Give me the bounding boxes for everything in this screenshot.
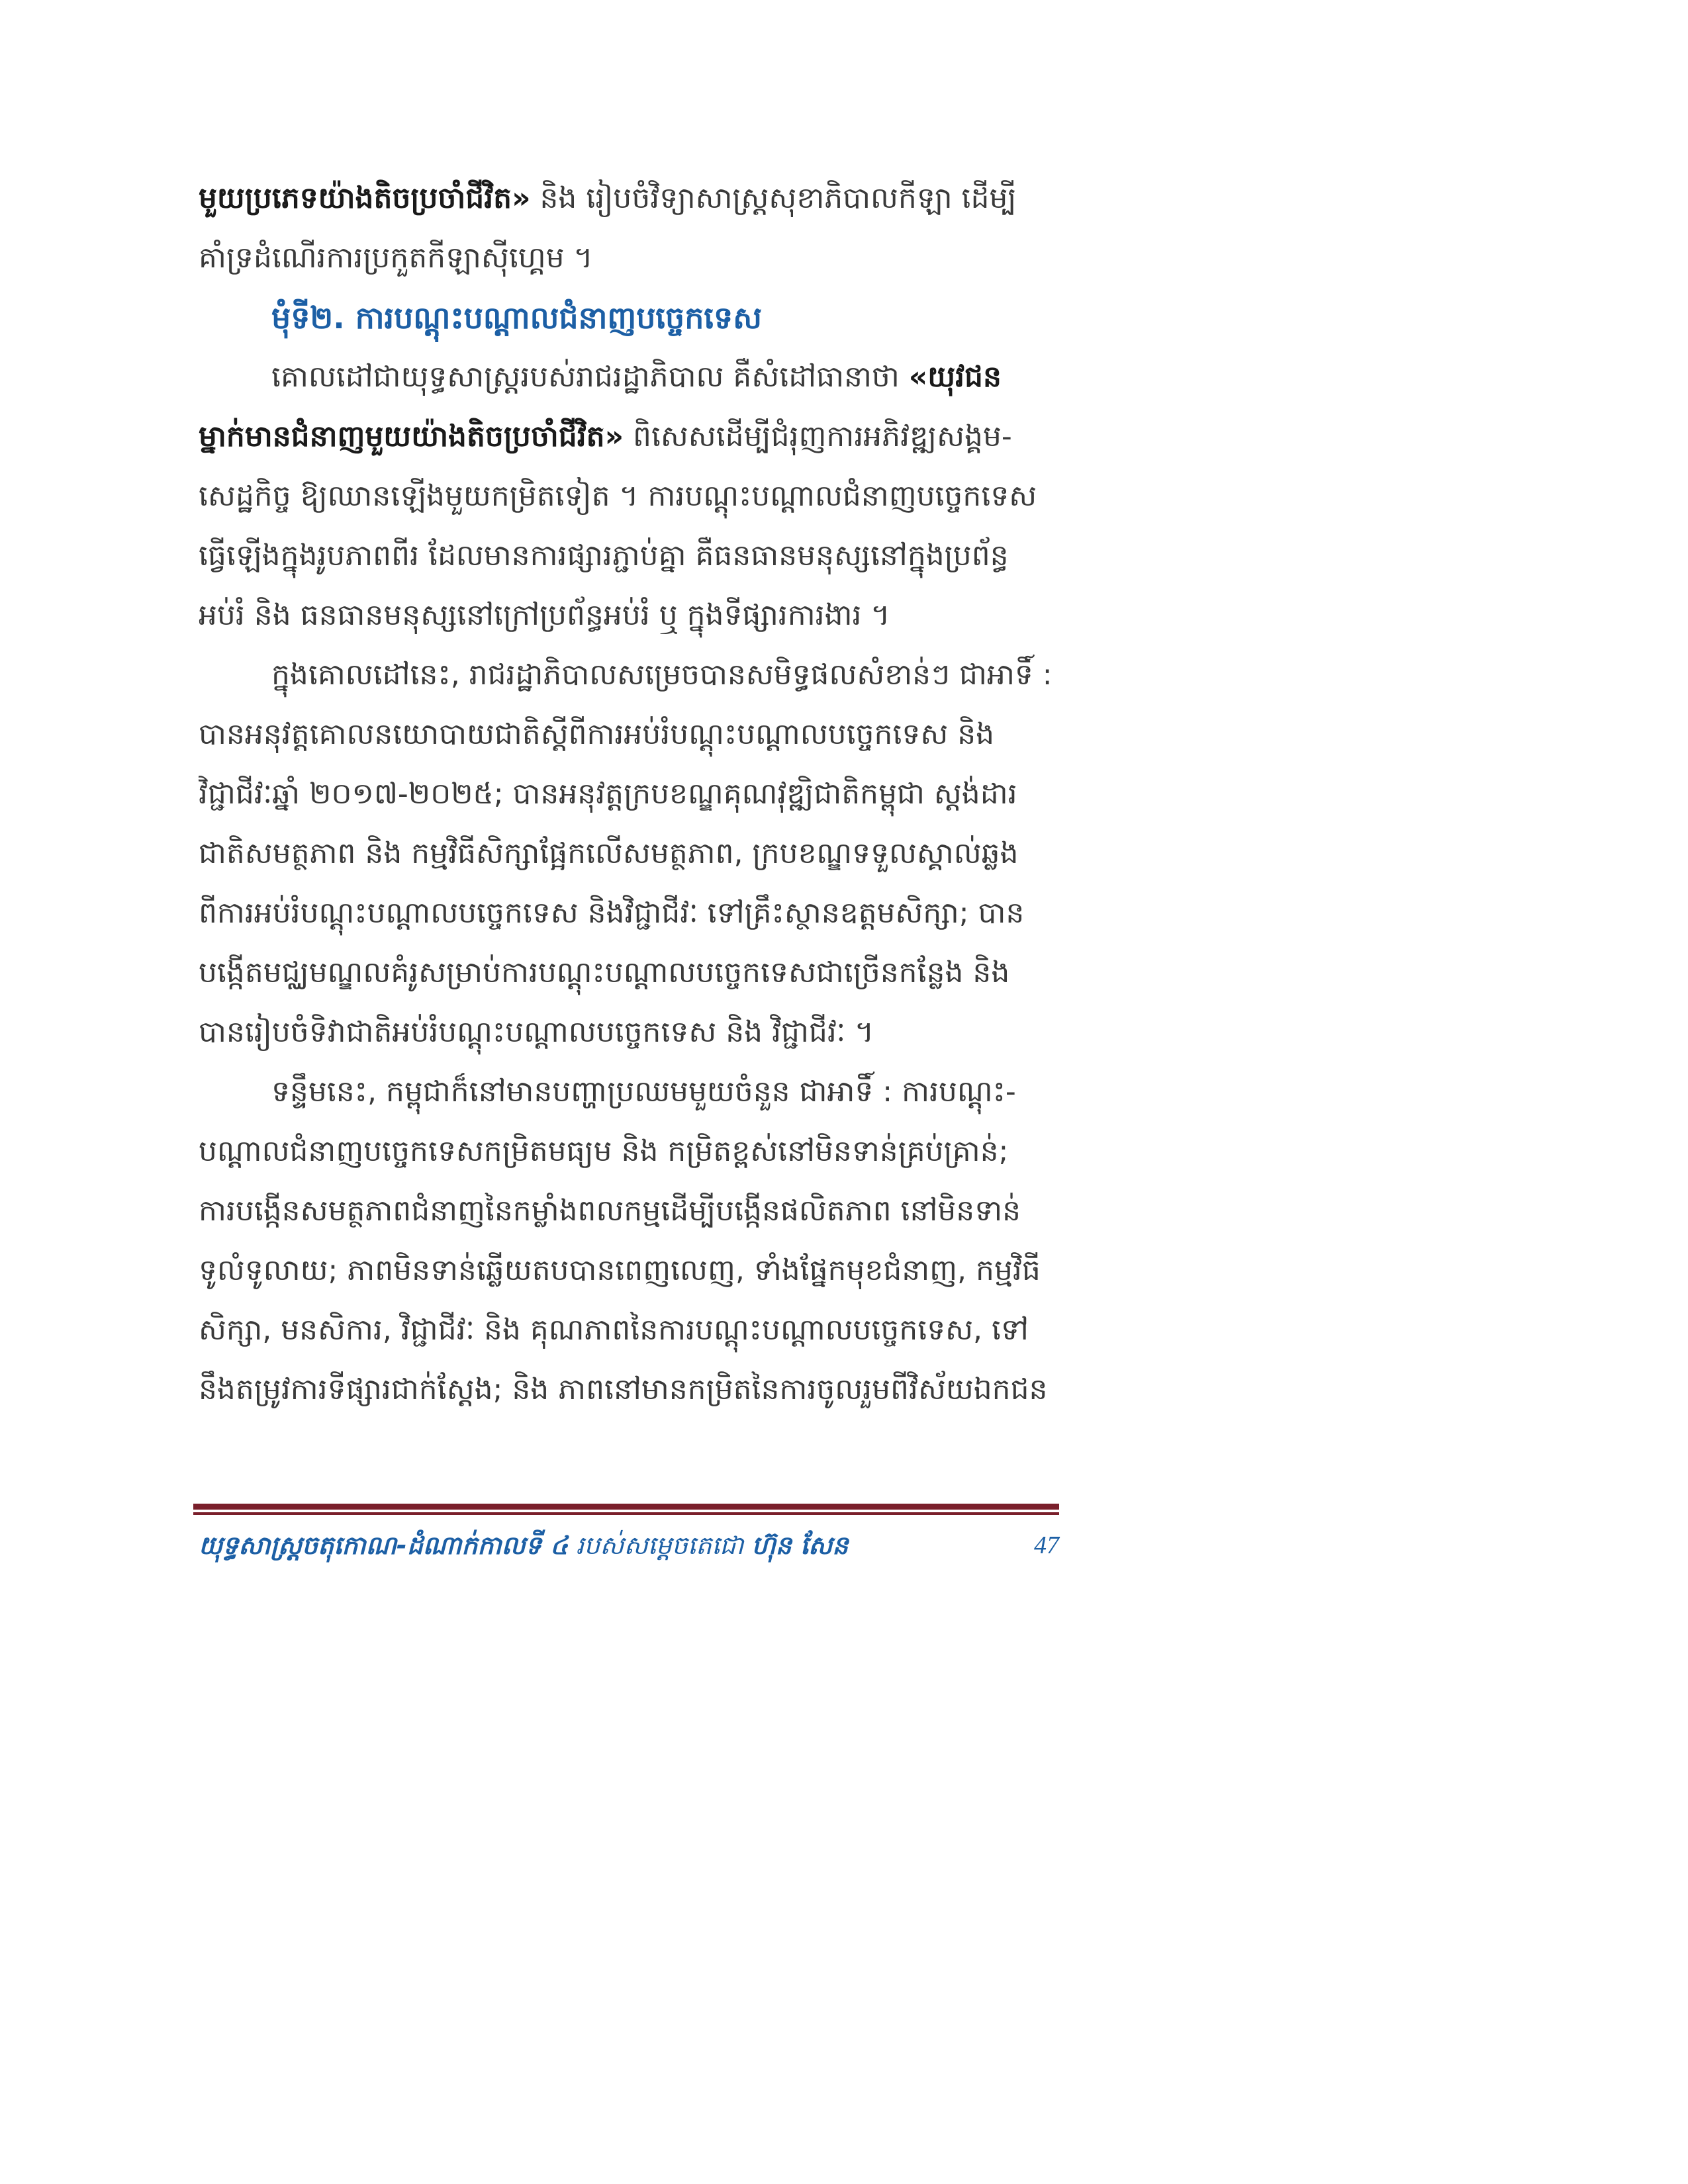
paragraph-3-line-5: ពីការអប់រំបណ្តុះបណ្តាលបច្ចេកទេស និងវិជ្ជាជីវៈ ទៅគ្រឹះស្ថានឧត្តមសិក្សា; បាន	[199, 896, 1025, 930]
paragraph-4-line-6: នឹងតម្រូវការទីផ្សារជាក់ស្តែង; និង ភាពនៅមានកម្រិតនៃការចូលរួមពីវិស័យឯកជន	[199, 1373, 1048, 1406]
paragraph-2-line-4: ធ្វើឡើងក្នុងរូបភាពពីរ ដែលមានការផ្សារភ្ជាប់គ្នា គឺធនធានមនុស្សនៅក្នុងប្រព័ន្ធ	[199, 539, 1009, 572]
bold-phrase: មួយប្រភេទយ៉ាងតិចប្រចាំជីវិត»	[199, 181, 531, 215]
footer-author: ហ៊ុន សែន	[751, 1531, 849, 1560]
paragraph-3-line-4: ជាតិសមត្ថភាព និង កម្មវិធីសិក្សាផ្អែកលើសមត្ថភាព, ក្របខណ្ឌទទួលស្គាល់ឆ្លង	[199, 837, 1019, 870]
paragraph-2-line-3: សេដ្ឋកិច្ច ឱ្យឈានឡើងមួយកម្រិតទៀត ។ ការបណ្តុះបណ្តាលជំនាញបច្ចេកទេស	[199, 479, 1037, 513]
paragraph-3-line-2: បានអនុវត្តគោលនយោបាយជាតិស្តីពីការអប់រំបណ្តុះបណ្តាលបច្ចេកទេស និង	[199, 717, 995, 751]
bold-phrase: «យុវជន	[908, 360, 1002, 394]
section-heading: មុំទី២. ការបណ្តុះបណ្តាលជំនាញបច្ចេកទេស	[271, 300, 763, 336]
paragraph-3-line-6: បង្កើតមជ្ឈមណ្ឌលគំរូសម្រាប់ការបណ្តុះបណ្តាលបច្ចេកទេសជាច្រើនកន្លែង និង	[199, 956, 1010, 989]
paragraph-4-line-1: ទន្ទឹមនេះ, កម្ពុជាក៏នៅមានបញ្ហាប្រឈមមួយចំនួន ជាអាទិ៍ : ការបណ្តុះ-	[271, 1075, 1016, 1109]
paragraph-4-line-4: ទូលំទូលាយ; ភាពមិនទាន់ឆ្លើយតបបានពេញលេញ, ទាំងផ្នែកមុខជំនាញ, កម្មវិធី	[199, 1253, 1041, 1287]
text-run: គោលដៅជាយុទ្ធសាស្ត្ររបស់រាជរដ្ឋាភិបាល គឺសំដៅធានាថា	[271, 360, 909, 394]
paragraph-2-line-2	[199, 410, 1059, 463]
bold-phrase: ម្នាក់មានជំនាញមួយយ៉ាងតិចប្រចាំជីវិត»	[199, 420, 624, 453]
paragraph-3-line-1: ក្នុងគោលដៅនេះ, រាជរដ្ឋាភិបាលសម្រេចបានសមិទ្ធផលសំខាន់ៗ ជាអាទិ៍ :	[271, 658, 1053, 692]
paragraph-3-line-3: វិជ្ជាជីវៈឆ្នាំ ២០១៧-២០២៥; បានអនុវត្តក្របខណ្ឌគុណវុឌ្ឍិជាតិកម្ពុជា ស្តង់ដារ	[199, 777, 1017, 811]
paragraph-1-line-1	[199, 172, 1059, 225]
paragraph-4-line-5: សិក្សា, មនសិការ, វិជ្ជាជីវៈ និង គុណភាពនៃការបណ្តុះបណ្តាលបច្ចេកទេស, ទៅ	[199, 1313, 1029, 1347]
footer-divider	[193, 1504, 1059, 1510]
footer-title-bold: យុទ្ធសាស្ត្រចតុកោណ-ដំណាក់កាលទី ៤	[199, 1531, 568, 1560]
page-number: 47	[1034, 1531, 1059, 1559]
footer-divider-thin	[193, 1512, 1059, 1515]
paragraph-2-line-1	[271, 351, 1059, 404]
paragraph-3-line-7: បានរៀបចំទិវាជាតិអប់រំបណ្តុះបណ្តាលបច្ចេកទេស និង វិជ្ជាជីវៈ ។	[199, 1015, 874, 1049]
paragraph-1-line-2: គាំទ្រដំណើរការប្រកួតកីឡាស៊ីហ្គេម ។	[199, 241, 593, 275]
text-run: និង រៀបចំវិទ្យាសាស្ត្រសុខាភិបាលកីឡា ដើម្បី	[530, 181, 1017, 215]
footer-running-title	[199, 1525, 861, 1565]
paragraph-4-line-2: បណ្តាលជំនាញបច្ចេកទេសកម្រិតមធ្យម និង កម្រិតខ្ពស់នៅមិនទាន់គ្រប់គ្រាន់;	[199, 1134, 1009, 1168]
paragraph-4-line-3: ការបង្កើនសមត្ថភាពជំនាញនៃកម្លាំងពលកម្មដើម្បីបង្កើនផលិតភាព នៅមិនទាន់	[199, 1194, 1021, 1228]
footer-title-text: របស់សម្តេចតេជោ	[568, 1531, 752, 1560]
text-run: ពិសេសដើម្បីជំរុញការអភិវឌ្ឍសង្គម-	[624, 420, 1012, 453]
paragraph-2-line-5: អប់រំ និង ធនធានមនុស្សនៅក្រៅប្រព័ន្ធអប់រំ ឬ ក្នុងទីផ្សារការងារ ។	[199, 598, 890, 632]
